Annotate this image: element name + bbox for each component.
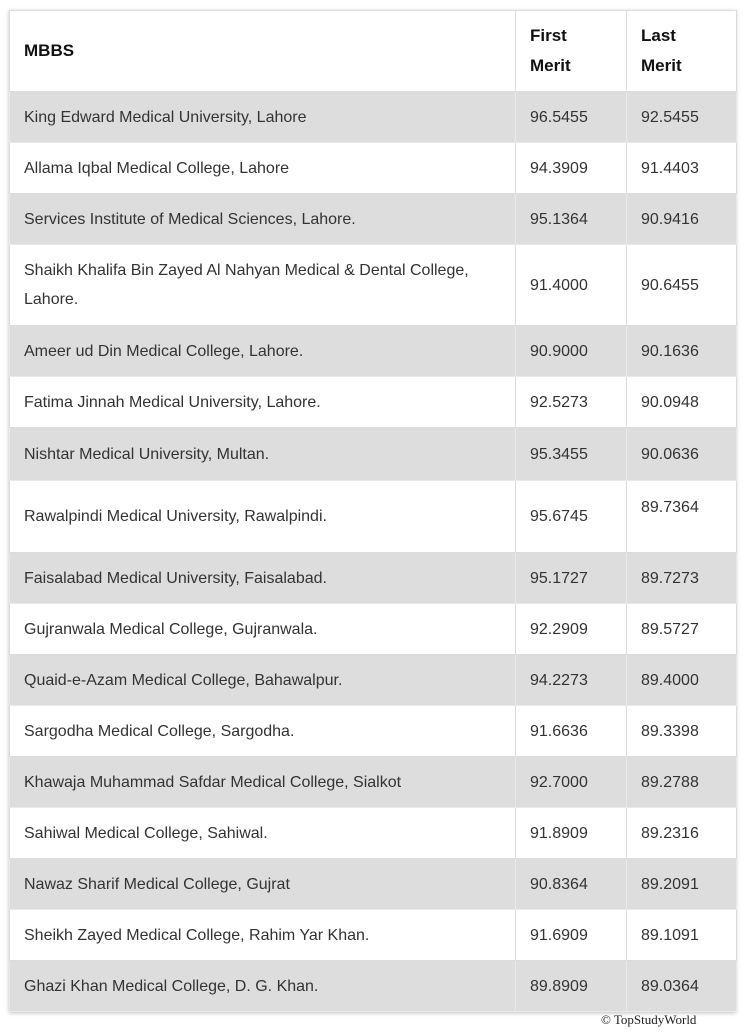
- last-merit-value: 90.0636: [627, 428, 737, 481]
- last-merit-value: 90.9416: [627, 194, 737, 245]
- last-merit-value: 90.6455: [627, 245, 737, 326]
- table-row: [10, 961, 737, 1012]
- college-name: Quaid-e-Azam Medical College, Bahawalpur.: [10, 655, 516, 706]
- table-row: [10, 194, 737, 245]
- header-last-merit: [627, 11, 737, 92]
- first-merit-value: 92.5273: [516, 377, 627, 428]
- table-header-row: [10, 11, 737, 92]
- last-merit-value: 89.2091: [627, 859, 737, 910]
- table-row: [10, 326, 737, 377]
- first-merit-value: 91.4000: [516, 245, 627, 326]
- college-name: Gujranwala Medical College, Gujranwala.: [10, 604, 516, 655]
- college-name: Services Institute of Medical Sciences, Lahore.: [10, 194, 516, 245]
- last-merit-value: 89.1091: [627, 910, 737, 961]
- college-name: Sahiwal Medical College, Sahiwal.: [10, 808, 516, 859]
- college-name: Ameer ud Din Medical College, Lahore.: [10, 326, 516, 377]
- table-row: [10, 604, 737, 655]
- first-merit-value: 95.1727: [516, 553, 627, 604]
- last-merit-value: 89.5727: [627, 604, 737, 655]
- college-name: Faisalabad Medical University, Faisalabad.: [10, 553, 516, 604]
- first-merit-value: 91.6636: [516, 706, 627, 757]
- first-merit-value: 95.1364: [516, 194, 627, 245]
- last-merit-value: 89.3398: [627, 706, 737, 757]
- table-row: [10, 706, 737, 757]
- college-name: Sargodha Medical College, Sargodha.: [10, 706, 516, 757]
- college-name: Ghazi Khan Medical College, D. G. Khan.: [10, 961, 516, 1012]
- last-merit-value: 89.2788: [627, 757, 737, 808]
- college-name: Rawalpindi Medical University, Rawalpindi.: [10, 481, 516, 553]
- last-merit-value: 89.7273: [627, 553, 737, 604]
- table-row: [10, 143, 737, 194]
- college-name: Allama Iqbal Medical College, Lahore: [10, 143, 516, 194]
- last-merit-value: 90.1636: [627, 326, 737, 377]
- college-name: Nawaz Sharif Medical College, Gujrat: [10, 859, 516, 910]
- college-name: Fatima Jinnah Medical University, Lahore.: [10, 377, 516, 428]
- last-merit-value: 89.2316: [627, 808, 737, 859]
- college-name: Nishtar Medical University, Multan.: [10, 428, 516, 481]
- table-row: [10, 910, 737, 961]
- first-merit-value: 92.2909: [516, 604, 627, 655]
- first-merit-value: 91.8909: [516, 808, 627, 859]
- merit-table-container: [9, 10, 736, 1012]
- first-merit-value: 91.6909: [516, 910, 627, 961]
- table-row: [10, 859, 737, 910]
- first-merit-value: 89.8909: [516, 961, 627, 1012]
- table-row: [10, 92, 737, 143]
- table-row: [10, 428, 737, 481]
- college-name: Shaikh Khalifa Bin Zayed Al Nahyan Medical & Dental College, Lahore.: [10, 245, 516, 326]
- first-merit-value: 95.3455: [516, 428, 627, 481]
- copyright-watermark: © TopStudyWorld: [601, 1012, 697, 1027]
- last-merit-value: 91.4403: [627, 143, 737, 194]
- first-merit-value: 96.5455: [516, 92, 627, 143]
- table-row: [10, 808, 737, 859]
- header-last-merit-line2: Merit: [641, 56, 682, 75]
- college-name: Sheikh Zayed Medical College, Rahim Yar Khan.: [10, 910, 516, 961]
- first-merit-value: 92.7000: [516, 757, 627, 808]
- first-merit-value: 90.8364: [516, 859, 627, 910]
- header-first-merit-line2: Merit: [530, 56, 571, 75]
- header-first-merit-line1: First: [530, 26, 567, 45]
- last-merit-value: 89.0364: [627, 961, 737, 1012]
- table-row: [10, 553, 737, 604]
- last-merit-value: 89.7364: [627, 481, 737, 553]
- first-merit-value: 94.2273: [516, 655, 627, 706]
- last-merit-value: 92.5455: [627, 92, 737, 143]
- first-merit-value: 95.6745: [516, 481, 627, 553]
- header-last-merit-line1: Last: [641, 26, 676, 45]
- last-merit-value: 89.4000: [627, 655, 737, 706]
- table-row: [10, 377, 737, 428]
- table-row: [10, 655, 737, 706]
- first-merit-value: 94.3909: [516, 143, 627, 194]
- table-row: [10, 481, 737, 553]
- merit-list-table: [9, 10, 737, 1012]
- college-name: King Edward Medical University, Lahore: [10, 92, 516, 143]
- header-first-merit: [516, 11, 627, 92]
- first-merit-value: 90.9000: [516, 326, 627, 377]
- table-row: [10, 245, 737, 326]
- header-mbbs: MBBS: [10, 11, 516, 92]
- last-merit-value: 90.0948: [627, 377, 737, 428]
- college-name: Khawaja Muhammad Safdar Medical College, Sialkot: [10, 757, 516, 808]
- table-row: [10, 757, 737, 808]
